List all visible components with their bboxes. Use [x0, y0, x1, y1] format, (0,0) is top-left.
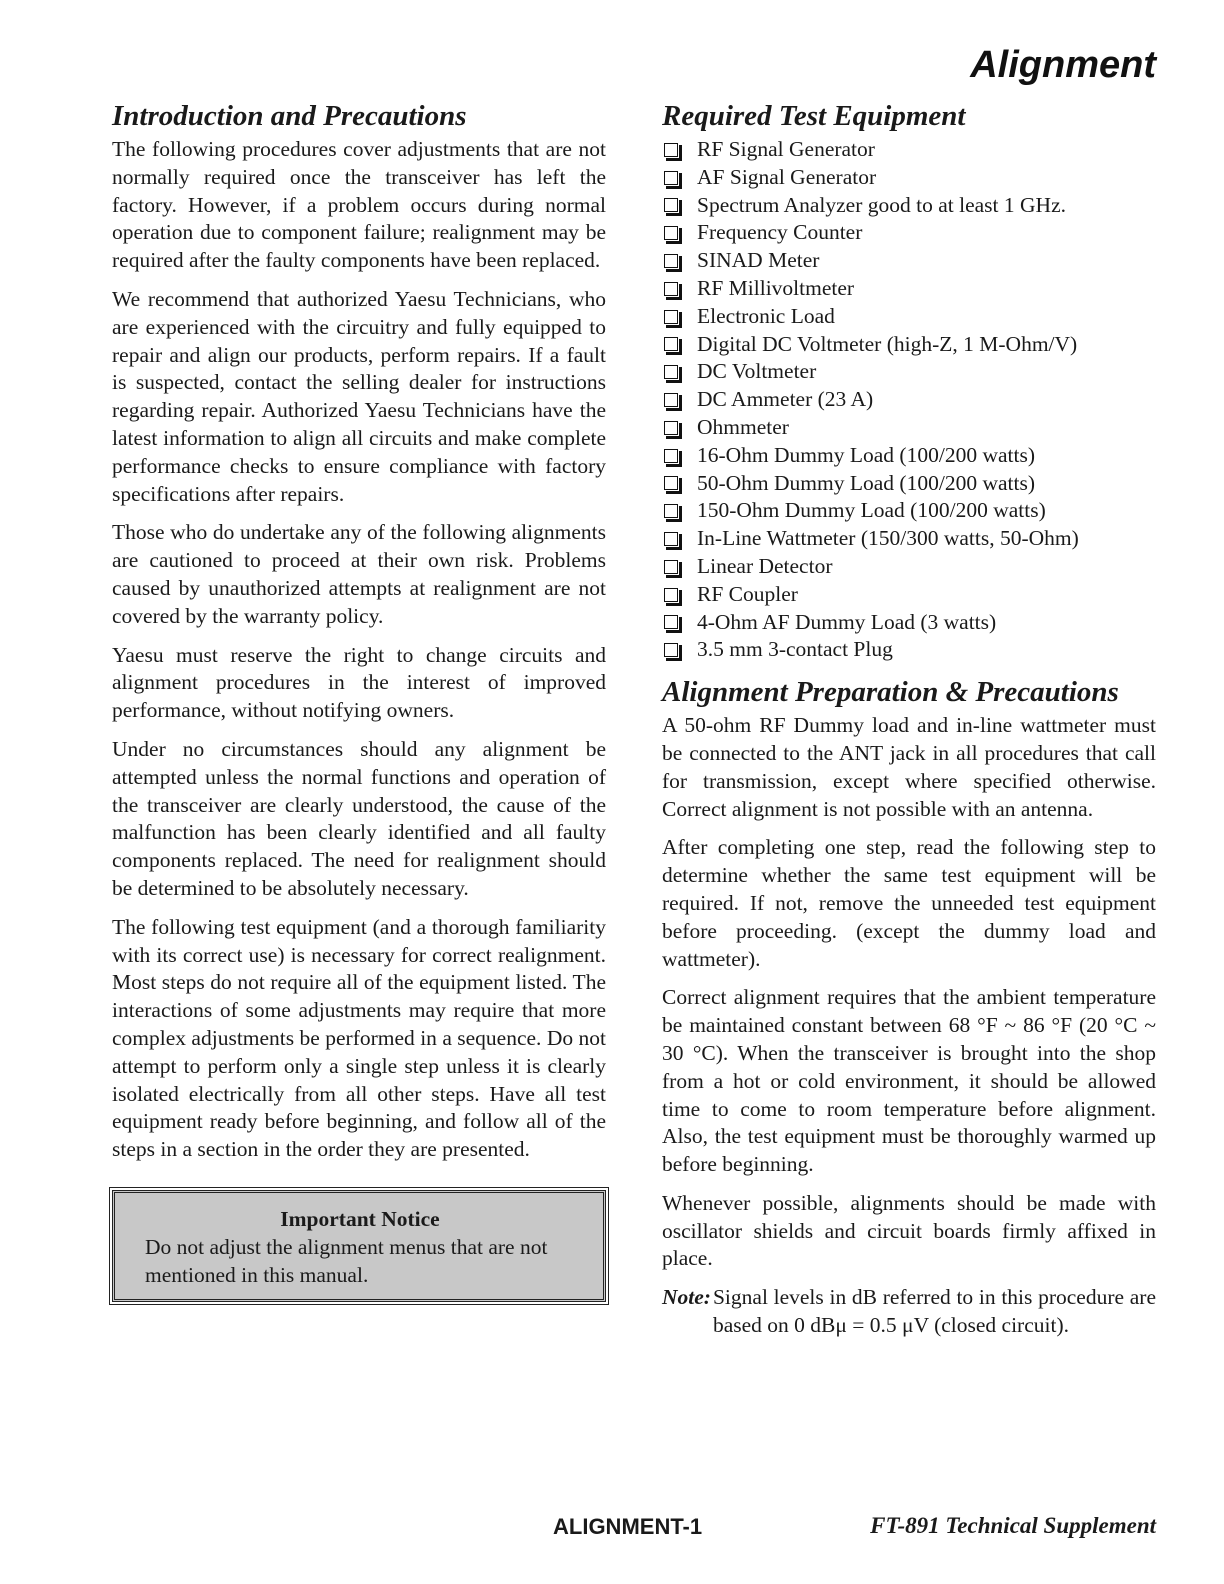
checkbox-icon [664, 365, 678, 379]
list-item [662, 192, 1156, 220]
intro-paragraph: Yaesu must reserve the right to change circuits and alignment procedures in the interest of improved performance, without notifying owners. [112, 642, 606, 723]
equipment-heading: Required Test Equipment [662, 100, 966, 132]
prep-paragraph: A 50-ohm RF Dummy load and in-line wattmeter must be connected to the ANT jack in all procedures that call for transmission, except where specified otherwise. Correct alignment is not possible with an antenna. [662, 713, 1156, 821]
notice-body: Do not adjust the alignment menus that are not mentioned in this manual. [145, 1234, 548, 1287]
list-item [662, 164, 1156, 192]
footer-page-label: ALIGNMENT-1 [553, 1514, 703, 1539]
equipment-label: 50-Ohm Dummy Load (100/200 watts) [697, 470, 1035, 495]
intro-heading: Introduction and Precautions [112, 100, 467, 132]
checkbox-icon [664, 198, 678, 212]
footer-doc-title: FT-891 Technical Supplement [870, 1513, 1156, 1538]
equipment-label: DC Ammeter (23 A) [697, 387, 874, 412]
equipment-label: 3.5 mm 3-contact Plug [697, 637, 893, 662]
checkbox-icon [664, 171, 678, 185]
list-item [662, 497, 1156, 525]
list-item [662, 525, 1156, 553]
intro-paragraph: Under no circumstances should any alignment be attempted unless the normal functions and operation of the transceiver are clearly understood, the cause of the malfunction has been clearly identified and all faulty components replaced. The need for realignment should be determined to be absolutely necessary. [112, 736, 606, 900]
list-item [662, 275, 1156, 303]
note-label-text: Note [662, 1285, 704, 1310]
checkbox-icon [664, 143, 678, 157]
list-item [662, 386, 1156, 414]
intro-paragraph: The following test equipment (and a thorough familiarity with its correct use) is necessary for correct realignment. Most steps do not require all of the equipment listed. The interactions of some adjustments may require that more complex adjustments be performed in a sequence. Do not attempt to perform only a single step unless it is clearly isolated electrically from all other steps. Have all test equipment ready before beginning, and follow all of the steps in a section in the order they are presented. [112, 914, 606, 1162]
equipment-list [662, 136, 1156, 664]
checkbox-icon [664, 476, 678, 490]
checkbox-icon [664, 643, 678, 657]
checkbox-icon [664, 560, 678, 574]
equipment-label: Frequency Counter [697, 220, 863, 245]
list-item [662, 219, 1156, 247]
intro-paragraph: The following procedures cover adjustments that are not normally required once the transceiver has left the factory. However, if a problem occurs during normal operation due to component failure; realignment may be required after the faulty components have been replaced. [112, 137, 606, 273]
equipment-label: RF Signal Generator [697, 137, 875, 161]
equipment-label: AF Signal Generator [697, 164, 877, 189]
list-item [662, 331, 1156, 359]
prep-paragraph: Correct alignment requires that the ambient temperature be maintained constant between 68 °F ~ 86 °F (20 °C ~ 30 °C). When the transceiver is brought into the shop from a hot or cold environment, it should be allowed time to come to room temperature before alignment. Also, the test equipment must be thoroughly warmed up before beginning. [662, 985, 1156, 1177]
list-item [662, 358, 1156, 386]
checkbox-icon [664, 337, 678, 351]
checkbox-icon [664, 310, 678, 324]
list-item [662, 581, 1156, 609]
right-column [662, 98, 1156, 1340]
equipment-label: 150-Ohm Dummy Load (100/200 watts) [697, 498, 1046, 523]
intro-paragraph: Those who do undertake any of the following alignments are cautioned to proceed at their own risk. Problems caused by unauthorized attempts at realignment are not covered by the warranty policy. [112, 520, 606, 628]
equipment-label: RF Millivoltmeter [697, 275, 855, 300]
equipment-label: In-Line Wattmeter (150/300 watts, 50-Ohm) [697, 526, 1079, 551]
note-label: Note: [662, 1285, 711, 1310]
checkbox-icon [664, 504, 678, 518]
left-column [112, 98, 606, 1302]
equipment-label: Spectrum Analyzer good to at least 1 GHz. [697, 192, 1066, 217]
checkbox-icon [664, 421, 678, 435]
prep-heading: Alignment Preparation & Precautions [662, 676, 1119, 709]
prep-paragraph: After completing one step, read the following step to determine whether the same test equipment will be required. If not, remove the unneeded test equipment before proceeding. (except the dummy load and wattmeter). [662, 835, 1156, 971]
checkbox-icon [664, 254, 678, 268]
list-item [662, 442, 1156, 470]
prep-paragraph: Whenever possible, alignments should be made with oscillator shields and circuit boards firmly affixed in place. [662, 1190, 1156, 1271]
equipment-label: SINAD Meter [697, 248, 820, 273]
equipment-label: Electronic Load [697, 303, 835, 328]
checkbox-icon [664, 588, 678, 602]
checkbox-icon [664, 393, 678, 407]
important-notice-box [112, 1190, 606, 1302]
list-item [662, 247, 1156, 275]
list-item [662, 303, 1156, 331]
equipment-label: RF Coupler [697, 581, 798, 606]
list-item [662, 470, 1156, 498]
note-body: Signal levels in dB referred to in this procedure are based on 0 dBμ = 0.5 μV (closed circuit). [712, 1285, 1156, 1338]
list-item [662, 414, 1156, 442]
equipment-label: 4-Ohm AF Dummy Load (3 watts) [697, 609, 997, 634]
intro-paragraph: We recommend that authorized Yaesu Technicians, who are experienced with the circuitry and fully equipped to repair and align our products, perform repairs. If a fault is suspected, contact the selling dealer for instructions regarding repair. Authorized Yaesu Technicians have the latest information to align all circuits and make complete performance checks to ensure compliance with factory specifications after repairs. [112, 286, 606, 506]
checkbox-icon [664, 532, 678, 546]
checkbox-icon [664, 282, 678, 296]
equipment-label: DC Voltmeter [697, 359, 817, 384]
checkbox-icon [664, 226, 678, 240]
equipment-label: Ohmmeter [697, 414, 789, 439]
list-item [662, 609, 1156, 637]
list-item [662, 136, 1156, 164]
equipment-label: Digital DC Voltmeter (high-Z, 1 M-Ohm/V) [697, 331, 1078, 356]
equipment-label: 16-Ohm Dummy Load (100/200 watts) [697, 442, 1035, 467]
notice-title: Important Notice [280, 1206, 440, 1231]
note-block [662, 1284, 1156, 1340]
page-header-title: Alignment [970, 44, 1156, 86]
list-item [662, 553, 1156, 581]
checkbox-icon [664, 615, 678, 629]
list-item [662, 636, 1156, 664]
equipment-label: Linear Detector [697, 553, 833, 578]
checkbox-icon [664, 449, 678, 463]
